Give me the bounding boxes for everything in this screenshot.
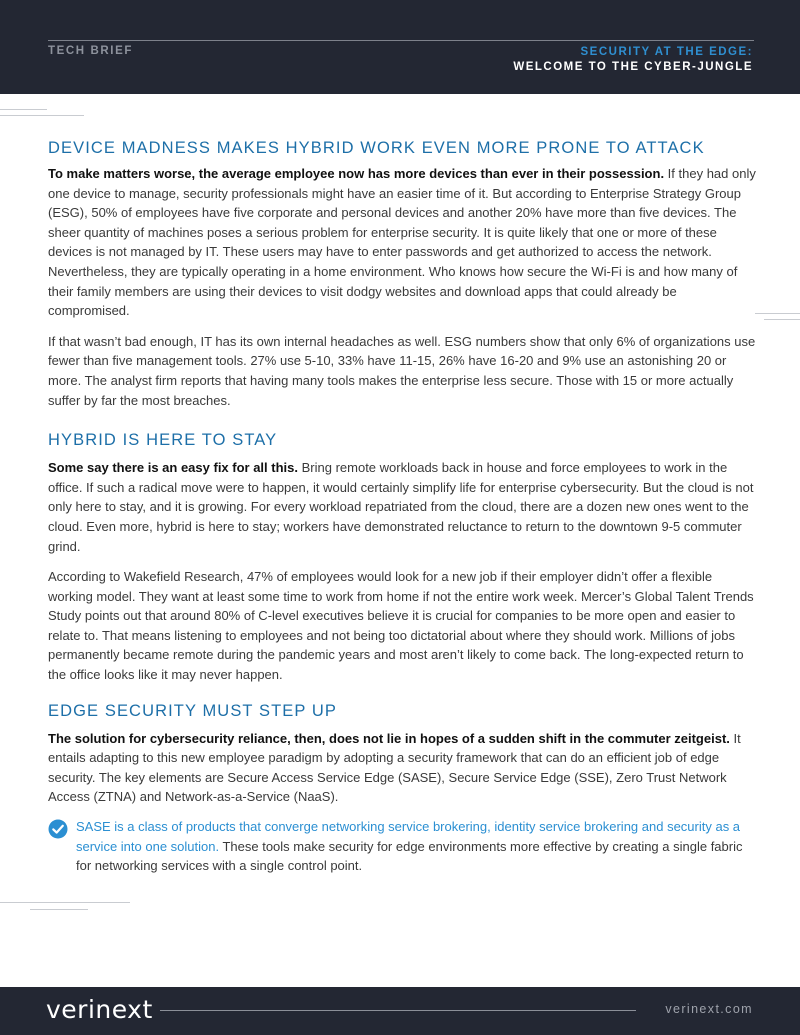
paragraph: If that wasn’t bad enough, IT has its own internal headaches as well. ESG numbers show that only 6% of organizations use fewer than five management tools. 27% use 5-10, 33% have 11-15, 26% have 16-20 and 9% use an astonishing 20 or more. The analyst firm reports that having many tools makes the enterprise less secure. Those with 15 or more actually suffer by far the most breaches. bbox=[48, 333, 756, 408]
decor-rule bbox=[0, 115, 84, 116]
paragraph bbox=[48, 458, 756, 556]
checklist-text bbox=[76, 817, 756, 876]
decor-rule bbox=[0, 902, 130, 903]
paragraph: According to Wakefield Research, 47% of employees would look for a new job if their employer didn’t offer a flexible working model. They want at least some time to work from home if not the entire work week. Mercer’s Global Talent Trends Study points out that around 80% of C-level executives believe it is crucial for companies to be more open and easier to relate to. That means listening to employees and not being too dictatorial about where they should work. Millions of jobs permanently became remote during the pandemic years and most aren’t likely to come back. The long-expected return to the office looks like it may never happen. bbox=[48, 569, 754, 683]
page-header bbox=[0, 0, 800, 94]
section-heading-device: DEVICE MADNESS MAKES HYBRID WORK EVEN MORE PRONE TO ATTACK bbox=[48, 139, 705, 157]
check-circle-icon bbox=[48, 819, 68, 839]
header-rule bbox=[48, 40, 754, 41]
doc-title bbox=[513, 45, 753, 75]
decor-rule bbox=[0, 109, 47, 110]
paragraph bbox=[48, 164, 756, 321]
paragraph-body: It entails adapting to this new employee paradigm by adopting a security framework that can do an efficient job of edge security. The key elements are Secure Access Service Edge (SASE), Secure Service Edge (SSE), Zero Trust Network Access (ZTNA) and Network-as-a-Service (NaaS). bbox=[48, 730, 741, 805]
checklist-highlight: SASE is a class of products that converge networking service brokering, identity service brokering and security as a service into one solution. bbox=[76, 819, 741, 854]
paragraph bbox=[48, 729, 756, 807]
main-content bbox=[48, 138, 756, 876]
section-heading-hybrid: HYBRID IS HERE TO STAY bbox=[48, 431, 278, 450]
footer-rule bbox=[160, 1010, 636, 1011]
decor-rule bbox=[764, 319, 800, 320]
section-heading-edge: EDGE SECURITY MUST STEP UP bbox=[48, 701, 337, 720]
doc-title-line1: SECURITY AT THE EDGE: bbox=[580, 46, 753, 58]
verinext-logo: verinext bbox=[46, 995, 153, 1024]
paragraph-lead: The solution for cybersecurity reliance, then, does not lie in hopes of a sudden shift in the commuter zeitgeist. bbox=[48, 730, 730, 746]
doc-type-label: TECH BRIEF bbox=[48, 45, 133, 57]
paragraph-body: If they had only one device to manage, security professionals might have an easier time of it. But according to Enterprise Strategy Group (ESG), 50% of employees have five corporate and personal devices and another 20% have more than five devices. The sheer quantity of machines poses a serious problem for enterprise security. It is quite likely that one or more of these devices is not managed by IT. These users may have to enter passwords and get authorized to access the network. Nevertheless, they are typically operating in a home environment. Who knows how secure the Wi-Fi is and how many of their family members are using their devices to visit dodgy websites and download apps that could already be compromised. bbox=[48, 166, 756, 319]
paragraph-body: Bring remote workloads back in house and force employees to work in the office. If such a radical move were to happen, it would certainly simplify life for enterprise cybersecurity. But the cloud is not only here to stay, and it is growing. For every workload repatriated from the cloud, there are a dozen new ones went to the cloud. Even more, hybrid is here to stay; workers have demonstrated reluctance to return to the downtown 9-5 commuter grind. bbox=[48, 460, 754, 554]
paragraph-lead: Some say there is an easy fix for all this. bbox=[48, 460, 298, 476]
website-link[interactable]: verinext.com bbox=[665, 1002, 753, 1016]
doc-title-line2: WELCOME TO THE CYBER-JUNGLE bbox=[513, 61, 753, 73]
checklist-item bbox=[48, 817, 756, 876]
paragraph-lead: To make matters worse, the average employee now has more devices than ever in their possession. bbox=[48, 166, 665, 181]
checklist-body: These tools make security for edge environments more effective by creating a single fabric for networking services with a single control point. bbox=[76, 838, 743, 874]
page-footer bbox=[0, 987, 800, 1035]
decor-rule bbox=[755, 313, 800, 314]
decor-rule bbox=[30, 909, 88, 910]
